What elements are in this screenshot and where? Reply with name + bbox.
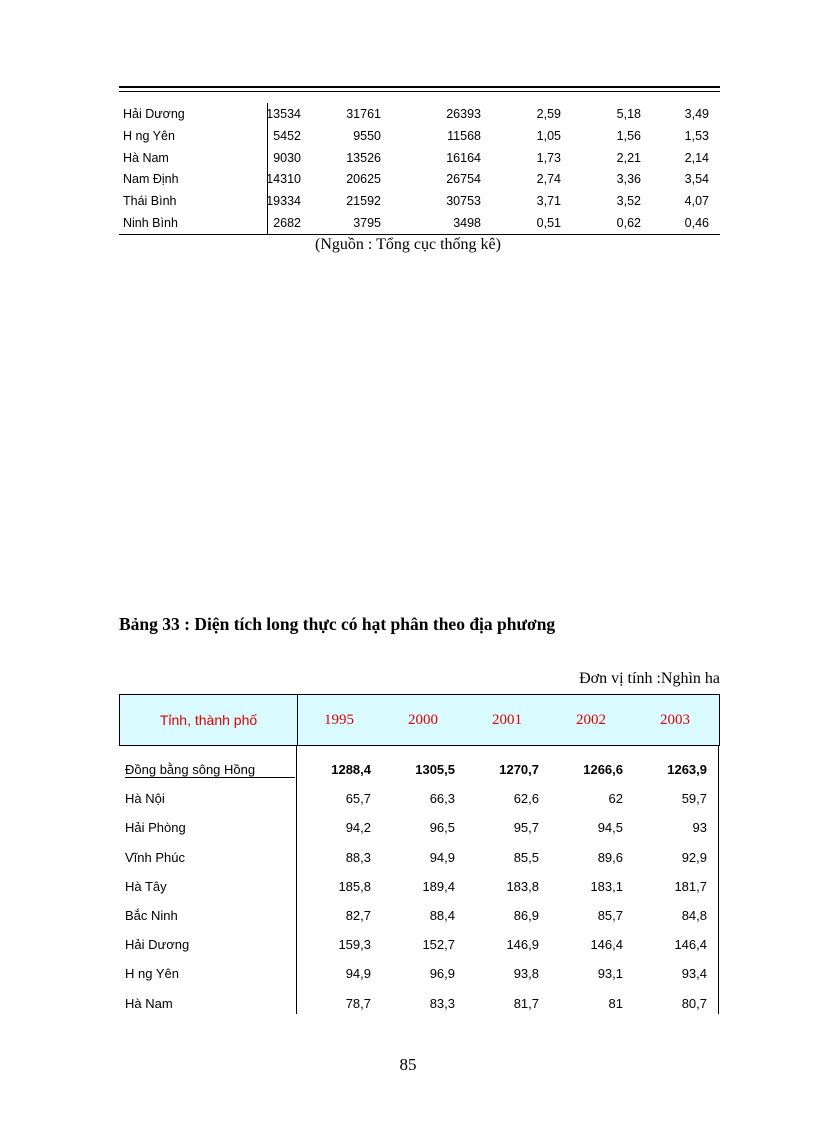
table-bottom-border [119,234,720,235]
row-label: Ninh Bình [123,216,178,230]
table-33-title: Bảng 33 : Diện tích long thực có hạt phân theo địa phương [119,614,556,634]
header-year: 2003 [660,712,690,728]
table-row [119,902,720,931]
table-cell: 5452 [273,128,301,143]
table-cell: 3498 [453,216,481,230]
table-row [119,873,720,902]
row-label: Hà Tây [125,878,167,894]
table-cell: 3,36 [616,172,641,187]
table-row [119,844,720,873]
row-label: H ng Yên [125,966,179,982]
table-cell: 0,46 [684,216,709,230]
table-cell: 3,54 [684,172,709,187]
table-cell: 1270,7 [499,762,539,777]
table-cell: 81 [608,995,623,1011]
table-source-note: (Nguồn : Tổng cục thống kê) [315,236,501,253]
table-cell: 146,4 [674,937,707,953]
table-cell: 183,1 [590,878,623,894]
table-cell: 93,8 [513,966,539,982]
table-row [119,190,720,212]
table-cell: 94,2 [345,820,371,836]
table-row [119,103,720,125]
table-row [119,168,720,190]
table-cell: 2,14 [684,150,709,165]
table-cell: 9030 [273,150,301,165]
table-cell: 80,7 [681,995,707,1011]
row-label: Hà Nam [123,150,169,165]
table-cell: 3,49 [684,107,709,121]
row-label: Hải Dương [123,107,185,121]
table-cell: 26754 [446,172,481,187]
table-cell: 62 [608,791,623,807]
row-label: Hà Nội [125,791,165,807]
table-cell: 85,7 [597,908,623,923]
table-row [119,814,720,843]
table-cell: 89,6 [597,849,623,865]
table-row [119,212,720,234]
row-label: Hà Nam [125,995,173,1011]
table-cell: 4,07 [684,194,709,209]
table-cell: 11568 [447,128,481,143]
top-rule [119,86,720,88]
header-year: 2002 [576,712,606,728]
table-cell: 1305,5 [415,762,455,777]
table-cell: 183,8 [506,878,539,894]
table-cell: 2,21 [616,150,641,165]
top-rule-thin [119,91,720,92]
table-cell: 94,5 [597,820,623,836]
table-row [119,785,720,814]
header-year: 2001 [492,712,522,728]
table-cell: 1266,6 [583,762,623,777]
table-cell: 26393 [446,107,481,121]
table-cell: 96,5 [429,820,455,836]
table-cell: 16164 [446,150,481,165]
table-cell: 30753 [446,194,481,209]
total-row [119,756,720,785]
table-cell: 88,3 [345,849,371,865]
table-cell: 21592 [346,194,381,209]
row-label: Thái Bình [123,194,177,209]
table-cell: 94,9 [345,966,371,982]
table-cell: 66,3 [429,791,455,807]
table-row [119,931,720,960]
row-label: H ng Yên [123,128,175,143]
table-row [119,960,720,989]
table-cell: 86,9 [513,908,539,923]
table-cell: 152,7 [422,937,455,953]
table-cell: 146,9 [506,937,539,953]
row-label: Bắc Ninh [125,908,178,923]
table-cell: 94,9 [429,849,455,865]
header-year: 1995 [324,712,354,728]
row-label: Đồng bằng sông Hồng [125,762,295,778]
table-cell: 81,7 [513,995,539,1011]
table-cell: 65,7 [345,791,371,807]
table-cell: 59,7 [681,791,707,807]
table-cell: 5,18 [616,107,641,121]
table-cell: 92,9 [681,849,707,865]
table-cell: 13526 [346,150,381,165]
table-cell: 19334 [266,194,301,209]
table-cell: 2,59 [536,107,561,121]
row-label: Vĩnh Phúc [125,849,185,865]
row-label: Hải Phòng [125,820,186,836]
table-cell: 159,3 [338,937,371,953]
row-label: Nam Định [123,172,179,187]
table-cell: 20625 [346,172,381,187]
page-number: 85 [399,1055,417,1074]
table-cell: 62,6 [513,791,539,807]
table-cell: 83,3 [429,995,455,1011]
table-cell: 3,52 [616,194,641,209]
table-cell: 189,4 [422,878,455,894]
table-cell: 3795 [353,216,381,230]
table-cell: 146,4 [590,937,623,953]
table-cell: 0,51 [536,216,561,230]
table-33 [119,694,720,1014]
table-cell: 96,9 [429,966,455,982]
table-cell: 84,8 [681,908,707,923]
table-cell: 1,56 [616,128,641,143]
header-year: 2000 [408,712,438,728]
header-province: Tỉnh, thành phố [159,712,258,728]
table-cell: 95,7 [513,820,539,836]
table-cell: 181,7 [674,878,707,894]
table-header-row [119,694,720,746]
table-cell: 185,8 [338,878,371,894]
table-row [119,990,720,1019]
table-cell: 1,05 [536,128,561,143]
table-cell: 1,73 [536,150,561,165]
table-cell: 1288,4 [331,762,371,777]
table-cell: 2,74 [536,172,561,187]
table-cell: 0,62 [616,216,641,230]
table-cell: 88,4 [429,908,455,923]
table-cell: 93,4 [681,966,707,982]
table-cell: 2682 [273,216,301,230]
table-cell: 93 [692,820,707,836]
table-row [119,125,720,147]
row-label: Hải Dương [125,937,190,953]
table-cell: 31761 [346,107,381,121]
table-row [119,147,720,169]
table-cell: 14310 [266,172,301,187]
table-cell: 85,5 [513,849,539,865]
table-cell: 93,1 [597,966,623,982]
table-cell: 1263,9 [667,762,707,777]
table-cell: 78,7 [345,995,371,1011]
unit-label: Đơn vị tính :Nghìn ha [579,670,720,687]
table-cell: 9550 [353,128,381,143]
table-cell: 82,7 [345,908,371,923]
table-cell: 3,71 [536,194,561,209]
table-cell: 1,53 [684,128,709,143]
table-cell: 13534 [266,107,301,121]
